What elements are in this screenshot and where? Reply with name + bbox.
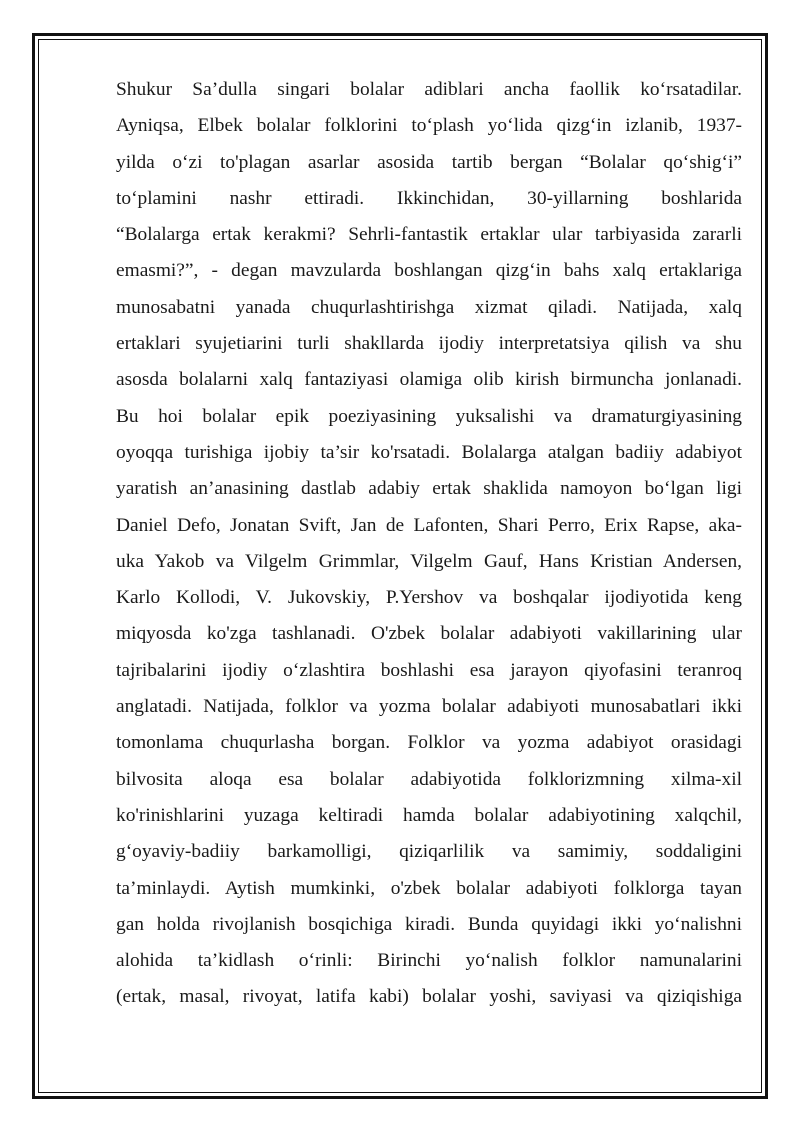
- text-line: Karlo Kollodi, V. Jukovskiy, P.Yershov va boshqalar ijodiyotida keng: [116, 587, 742, 609]
- text-line: emasmi?”, - degan mavzularda boshlangan qizg‘in bahs xalq ertaklariga: [116, 260, 742, 282]
- text-line: ta’minlaydi. Aytish mumkinki, o'zbek bolalar adabiyoti folklorga tayan: [116, 877, 742, 899]
- text-line: oyoqqa turishiga ijobiy ta’sir ko'rsatadi. Bolalarga atalgan badiiy adabiyot: [116, 441, 742, 463]
- text-line: Daniel Defo, Jonatan Svift, Jan de Lafonten, Shari Perro, Erix Rapse, aka-: [116, 514, 742, 536]
- text-line: g‘oyaviy-badiiy barkamolligi, qiziqarlilik va samimiy, soddaligini: [116, 841, 742, 863]
- text-line: uka Yakob va Vilgelm Grimmlar, Vilgelm Gauf, Hans Kristian Andersen,: [116, 550, 742, 572]
- text-line: miqyosda ko'zga tashlanadi. O'zbek bolalar adabiyoti vakillarining ular: [116, 623, 742, 645]
- text-line: munosabatni yanada chuqurlashtirishga xizmat qiladi. Natijada, xalq: [116, 296, 742, 318]
- text-line: Bu hoi bolalar epik poeziyasining yuksalishi va dramaturgiyasining: [116, 405, 742, 427]
- text-line: to‘plamini nashr ettiradi. Ikkinchidan, 30-yillarning boshlarida: [116, 187, 742, 209]
- text-line: tomonlama chuqurlasha borgan. Folklor va yozma adabiyot orasidagi: [116, 732, 742, 754]
- text-line: yaratish an’anasining dastlab adabiy ertak shaklida namoyon bo‘lgan ligi: [116, 478, 742, 500]
- text-line: Shukur Sa’dulla singari bolalar adiblari ancha faollik ko‘rsatadilar.: [116, 79, 742, 100]
- text-line: “Bolalarga ertak kerakmi? Sehrli-fantastik ertaklar ular tarbiyasida zararli: [116, 224, 742, 246]
- text-line: ertaklari syujetiarini turli shakllarda ijodiy interpretatsiya qilish va shu: [116, 333, 742, 355]
- text-line: Ayniqsa, Elbek bolalar folklorini to‘plash yo‘lida qizg‘in izlanib, 1937-: [116, 115, 742, 137]
- text-line: gan holda rivojlanish bosqichiga kiradi. Bunda quyidagi ikki yo‘nalishni: [116, 913, 742, 935]
- text-line: yilda o‘zi to'plagan asarlar asosida tartib bergan “Bolalar qo‘shig‘i”: [116, 151, 742, 173]
- text-line: alohida ta’kidlash o‘rinli: Birinchi yo‘nalish folklor namunalarini: [116, 950, 742, 972]
- text-line: ko'rinishlarini yuzaga keltiradi hamda bolalar adabiyotining xalqchil,: [116, 804, 742, 826]
- text-line: bilvosita aloqa esa bolalar adabiyotida folklorizmning xilma-xil: [116, 768, 742, 790]
- text-line: (ertak, masal, rivoyat, latifa kabi) bolalar yoshi, saviyasi va qiziqishiga: [116, 986, 742, 1008]
- text-line: tajribalarini ijodiy o‘zlashtira boshlashi esa jarayon qiyofasini teranroq: [116, 659, 742, 681]
- text-line: asosda bolalarni xalq fantaziyasi olamiga olib kirish birmuncha jonlanadi.: [116, 369, 742, 391]
- body-text: [116, 72, 742, 1016]
- text-line: anglatadi. Natijada, folklor va yozma bolalar adabiyoti munosabatlari ikki: [116, 696, 742, 718]
